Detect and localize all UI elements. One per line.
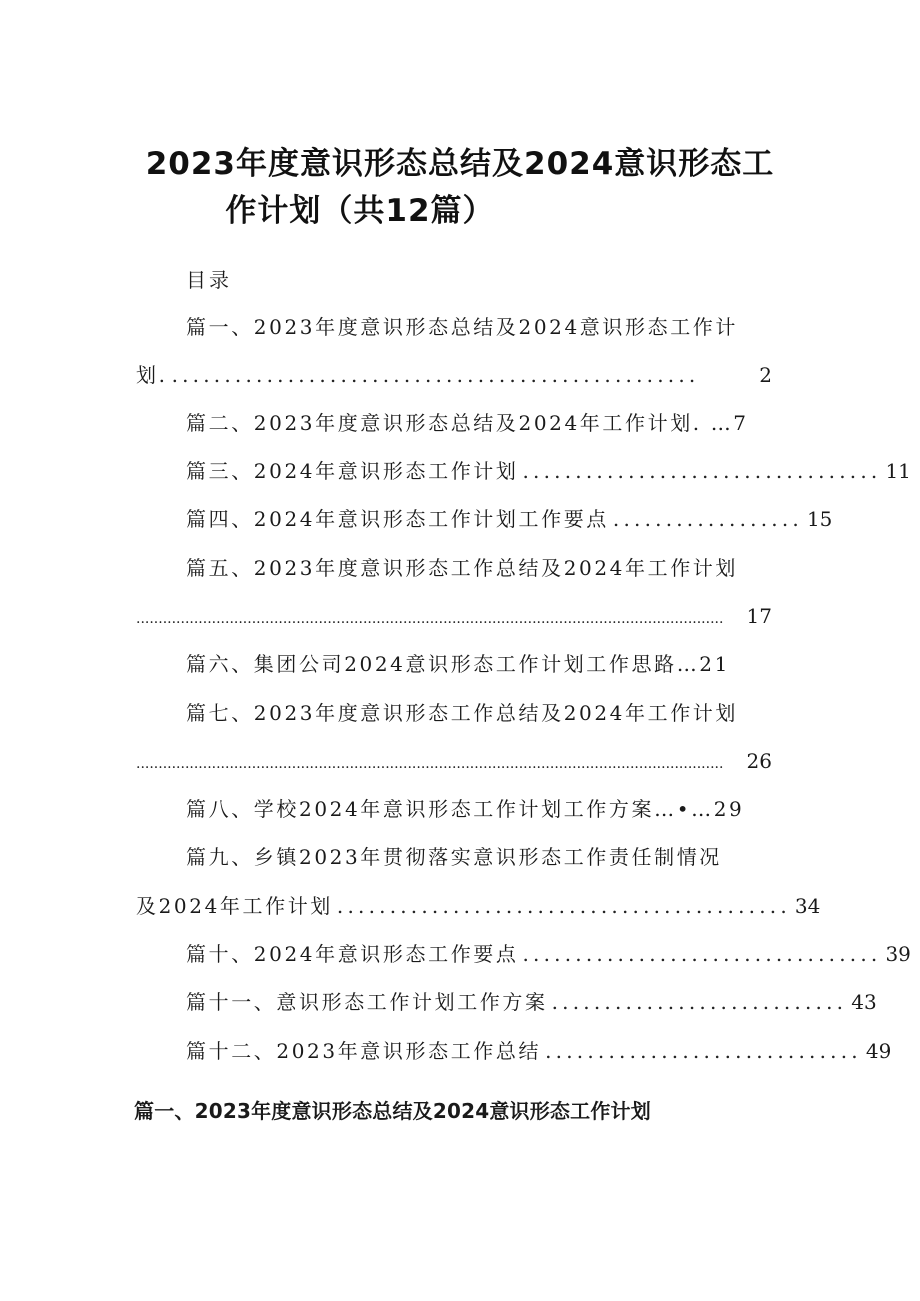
toc-entry-9-leader: ........................................... (336, 894, 791, 918)
toc-entry-7-leader: .................................................................................................................................... (136, 756, 724, 772)
toc-entry-10-text: 篇十、2024年意识形态工作要点 (186, 942, 519, 966)
toc-entry-5-leader: .................................................................................................................................... (136, 611, 724, 627)
section-heading: 篇一、2023年度意识形态总结及2024意识形态工作计划 (134, 1099, 651, 1123)
toc-entry-7-page: 26 (746, 749, 772, 773)
toc-entry-4-leader: .................. (612, 507, 803, 531)
toc-entry-11-page: 43 (851, 990, 877, 1014)
toc-entry-5-line-2[interactable] (136, 602, 772, 633)
toc-entry-4[interactable] (186, 505, 833, 533)
toc-heading: 目录 (186, 268, 232, 292)
toc-entry-12-page: 49 (865, 1039, 892, 1063)
toc-entry-2[interactable]: 篇二、2023年度意识形态总结及2024年工作计划. …7 (186, 411, 749, 435)
toc-entry-9-line-2[interactable] (136, 892, 821, 920)
toc-entry-9-line-1[interactable]: 篇九、乡镇2023年贯彻落实意识形态工作责任制情况 (186, 845, 722, 869)
toc-entry-4-text: 篇四、2024年意识形态工作计划工作要点 (186, 507, 609, 531)
toc-entry-7-line-1[interactable]: 篇七、2023年度意识形态工作总结及2024年工作计划 (186, 701, 738, 725)
toc-entry-1-text: 划. (136, 363, 168, 387)
toc-entry-3-page: 11 (885, 459, 911, 483)
document-title-line-1: 2023年度意识形态总结及2024意识形态工 (145, 146, 775, 182)
toc-entry-1-line-1[interactable]: 篇一、2023年度意识形态总结及2024意识形态工作计 (186, 315, 738, 339)
toc-entry-12-text: 篇十二、2023年意识形态工作总结 (186, 1039, 542, 1063)
document-title-line-2: 作计划（共12篇） (225, 193, 495, 229)
toc-entry-1-leader: .................................................. (171, 363, 700, 387)
toc-entry-5-page: 17 (746, 604, 772, 628)
toc-entry-11[interactable] (186, 988, 877, 1016)
toc-entry-3[interactable] (186, 457, 911, 485)
toc-entry-12[interactable] (186, 1037, 892, 1065)
toc-entry-11-leader: ............................ (551, 990, 848, 1014)
toc-entry-11-text: 篇十一、意识形态工作计划工作方案 (186, 990, 548, 1014)
toc-entry-9-page: 34 (794, 894, 821, 918)
toc-entry-1-page: 2 (759, 363, 772, 387)
toc-entry-1-line-2[interactable] (136, 361, 772, 389)
toc-entry-10-leader: .................................. (522, 942, 882, 966)
toc-entry-3-text: 篇三、2024年意识形态工作计划 (186, 459, 519, 483)
toc-entry-10-page: 39 (885, 942, 911, 966)
toc-entry-10[interactable] (186, 940, 911, 968)
toc-entry-5-line-1[interactable]: 篇五、2023年度意识形态工作总结及2024年工作计划 (186, 556, 738, 580)
toc-entry-9-text: 及2024年工作计划 (136, 894, 333, 918)
toc-entry-4-page: 15 (806, 507, 833, 531)
toc-entry-8[interactable]: 篇八、学校2024年意识形态工作计划工作方案…•…29 (186, 797, 745, 821)
toc-entry-12-leader: .............................. (545, 1039, 862, 1063)
toc-entry-7-line-2[interactable] (136, 747, 772, 778)
toc-entry-3-leader: .................................. (522, 459, 882, 483)
toc-entry-6[interactable]: 篇六、集团公司2024意识形态工作计划工作思路…21 (186, 652, 730, 676)
